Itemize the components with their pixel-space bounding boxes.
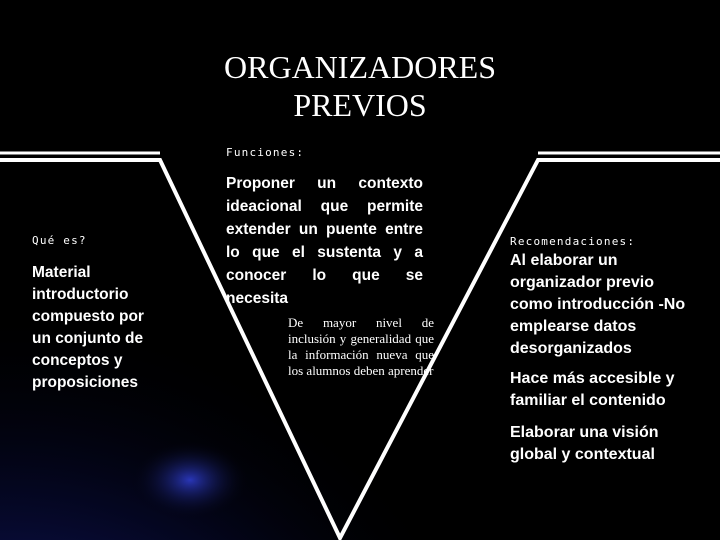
que-es-text: Material introductorio compuesto por un conjunto de conceptos y proposiciones (32, 264, 144, 391)
funciones-heading: Funciones: (226, 146, 305, 159)
recomendaciones-item-3: Elaborar una visión global y contextual (510, 424, 659, 463)
page-title (0, 48, 720, 124)
recomendaciones-heading: Recomendaciones: (510, 235, 636, 248)
recomendaciones-item-1: Al elaborar un organizador previo como introducción -No emplearse datos desorganizados (510, 252, 686, 357)
title-line-1: ORGANIZADORES (224, 49, 496, 85)
funciones-detail-text: De mayor nivel de inclusión y generalidad que la información nueva que los alumnos deben aprender (288, 315, 434, 378)
funciones-main-text: Proponer un contexto ideacional que permite extender un puente entre lo que el sustenta y a conocer lo que se necesita (226, 175, 423, 307)
recomendaciones-item-2: Hace más accesible y familiar el contenido (510, 370, 675, 409)
title-line-2: PREVIOS (293, 87, 427, 123)
que-es-heading: Qué es? (32, 234, 87, 247)
